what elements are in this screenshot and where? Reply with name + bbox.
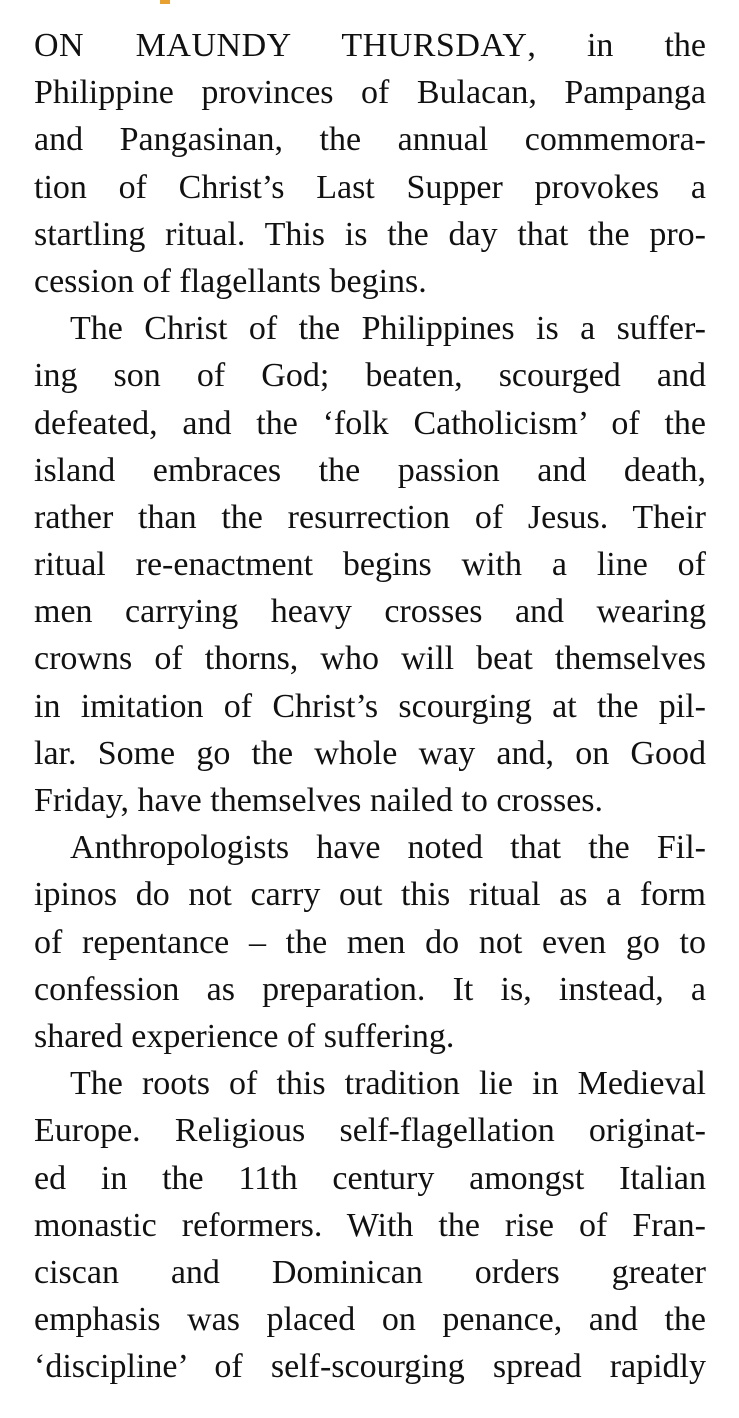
text-line: confession as preparation. It is, instead, a	[34, 970, 706, 1008]
paragraph-4	[34, 1060, 706, 1390]
text-line: Anthropologists have noted that the Fil-	[70, 829, 706, 867]
lead-in-caps: ON MAUNDY THURSDAY	[34, 27, 528, 64]
text-line: Europe. Religious self-flagellation originat-	[34, 1112, 706, 1150]
text-line: defeated, and the ‘folk Catholicism’ of the	[34, 404, 706, 442]
text-line: men carrying heavy crosses and wearing	[34, 593, 706, 631]
article-text	[34, 22, 706, 1390]
text-line: monastic reformers. With the rise of Fran-	[34, 1206, 706, 1244]
text-line: in imitation of Christ’s scourging at the pil-	[34, 687, 706, 725]
text-line: ciscan and Dominican orders greater	[34, 1253, 706, 1291]
text-line: shared experience of suffering.	[34, 1017, 455, 1055]
text-line: The Christ of the Philippines is a suffer-	[70, 310, 706, 348]
text-line: emphasis was placed on penance, and the	[34, 1301, 706, 1339]
text-line: The roots of this tradition lie in Medieval	[70, 1065, 706, 1103]
text-line: startling ritual. This is the day that the pro-	[34, 215, 706, 253]
text-line: and Pangasinan, the annual commemora-	[34, 121, 706, 159]
text-line-rest: , in the	[527, 27, 706, 64]
text-line: Friday, have themselves nailed to crosses.	[34, 782, 604, 819]
text-line: ing son of God; beaten, scourged and	[34, 357, 706, 395]
text-line: lar. Some go the whole way and, on Good	[34, 734, 706, 772]
text-line: tion of Christ’s Last Supper provokes a	[34, 168, 706, 206]
text-line: crowns of thorns, who will beat themselves	[34, 640, 706, 678]
text-line	[34, 22, 706, 69]
top-edge-mark	[160, 0, 170, 4]
text-line: ipinos do not carry out this ritual as a form	[34, 876, 706, 914]
text-line: Philippine provinces of Bulacan, Pampanga	[34, 74, 706, 112]
text-line: ‘discipline’ of self-scourging spread rapidly	[34, 1348, 706, 1386]
text-line: ritual re-enactment begins with a line of	[34, 546, 706, 584]
paragraph-2	[34, 305, 706, 824]
text-line: ed in the 11th century amongst Italian	[34, 1159, 706, 1197]
text-line: rather than the resurrection of Jesus. Their	[34, 498, 706, 536]
text-line: island embraces the passion and death,	[34, 451, 706, 489]
paragraph-3	[34, 824, 706, 1060]
text-line: of repentance – the men do not even go to	[34, 923, 706, 961]
text-line: cession of flagellants begins.	[34, 262, 427, 300]
paragraph-1	[34, 22, 706, 305]
